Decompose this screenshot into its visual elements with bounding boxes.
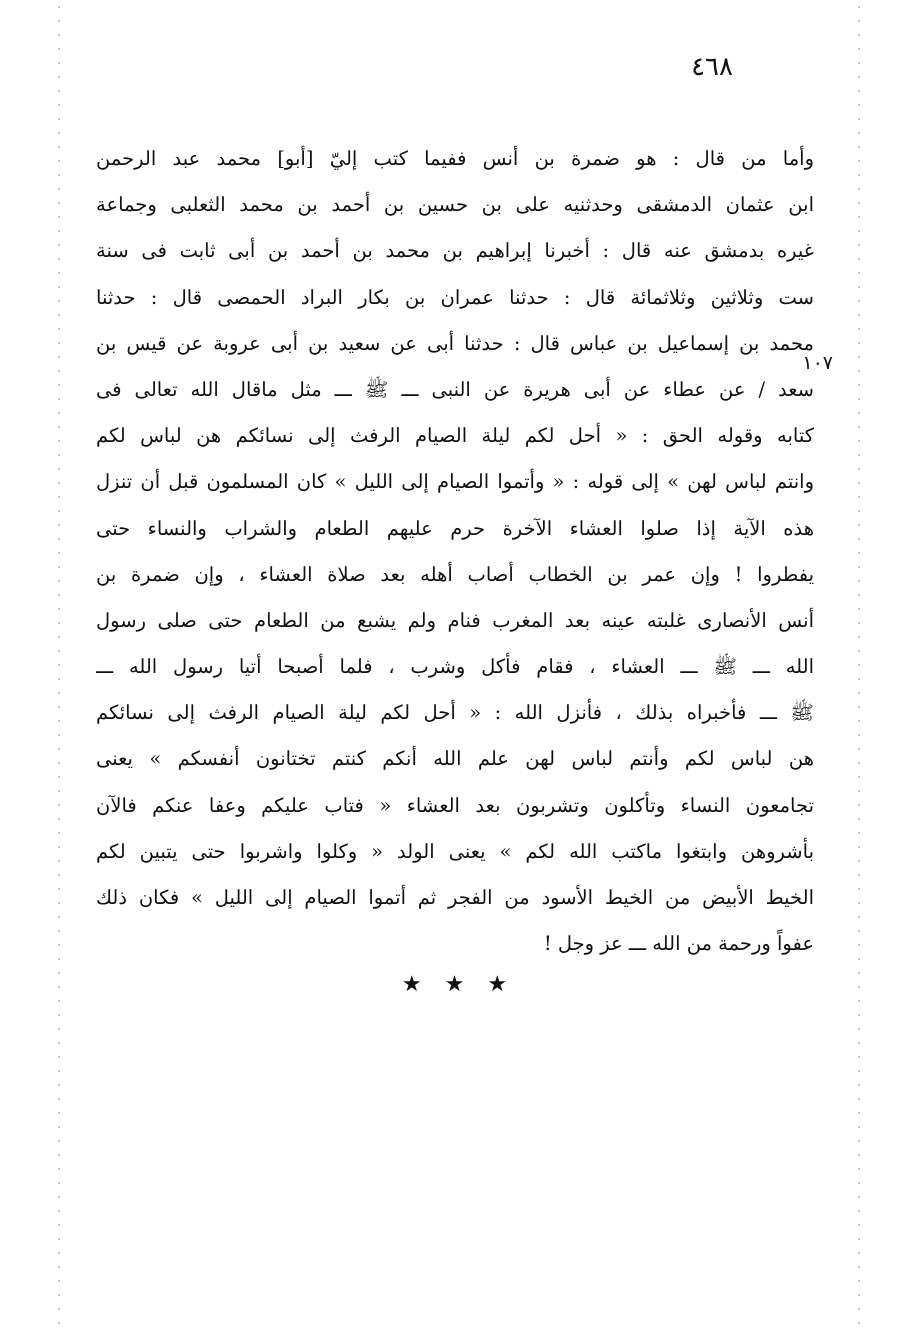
margin-note-number: ١٠٧ xyxy=(802,352,833,374)
text-line: غيره بدمشق عنه قال : أخبرنا إبراهيم بن محمد بن أحمد بن أبى ثابت فى سنة xyxy=(96,239,814,263)
text-line: هن لباس لكم وأنتم لباس لهن علم الله أنكم كنتم تختانون أنفسكم » يعنى xyxy=(96,747,814,771)
scan-edge-right xyxy=(858,0,860,1336)
scan-edge-left xyxy=(58,0,60,1336)
text-line: ست وثلاثين وثلاثمائة قال : حدثنا عمران بن بكار البراد الحمصى قال : حدثنا xyxy=(96,285,814,309)
text-line: سعد / عن عطاء عن أبى هريرة عن النبى ـــ ﷺ ـــ مثل ماقال الله تعالى فى xyxy=(96,377,814,401)
text-line: تجامعون النساء وتأكلون وتشربون بعد العشاء « فتاب عليكم وعفا عنكم فالآن xyxy=(96,793,814,817)
body-text xyxy=(96,136,814,967)
text-line: الخيط الأبيض من الخيط الأسود من الفجر ثم أتموا الصيام إلى الليل » فكان ذلك xyxy=(96,886,814,909)
text-line: يفطروا ! وإن عمر بن الخطاب أصاب أهله بعد صلاة العشاء ، وإن ضمرة بن xyxy=(96,562,814,586)
text-line: كتابه وقوله الحق : « أحل لكم ليلة الصيام الرفث إلى نسائكم هن لباس لكم xyxy=(96,424,814,448)
text-line: وانتم لباس لهن » إلى قوله : « وأتموا الصيام إلى الليل » كان المسلمون قبل أن تنزل xyxy=(96,470,814,494)
text-line: هذه الآية إذا صلوا العشاء الآخرة حرم عليهم الطعام والشراب والنساء حتى xyxy=(96,516,814,540)
text-line: الله ـــ ﷺ ـــ العشاء ، فقام فأكل وشرب ، فلما أصبحا أتيا رسول الله ـــ xyxy=(96,655,814,679)
page-number: ٤٦٨ xyxy=(691,52,733,82)
text-line: وأما من قال : هو ضمرة بن أنس ففيما كتب إليّ [أبو] محمد عبد الرحمن xyxy=(96,147,814,170)
text-line: أنس الأنصارى غلبته عينه بعد المغرب فنام ولم يشبع من الطعام حتى صلى رسول xyxy=(96,608,814,632)
text-line: عفواً ورحمة من الله ـــ عز وجل ! xyxy=(543,932,814,956)
text-line: ابن عثمان الدمشقى وحدثنيه على بن حسين بن أحمد بن محمد الثعلبى وجماعة xyxy=(96,193,814,217)
text-line: بأشروهن وابتغوا ماكتب الله لكم » يعنى الولد « وكلوا واشربوا حتى يتبين لكم xyxy=(96,839,814,863)
section-ornament: ★ ★ ★ xyxy=(401,972,516,997)
text-line: ﷺ ـــ فأخبراه بذلك ، فأنزل الله : « أحل لكم ليلة الصيام الرفث إلى نسائكم xyxy=(96,701,814,725)
text-line: محمد بن إسماعيل بن عباس قال : حدثنا أبى عن سعيد بن أبى عروبة عن قيس بن xyxy=(96,331,814,355)
